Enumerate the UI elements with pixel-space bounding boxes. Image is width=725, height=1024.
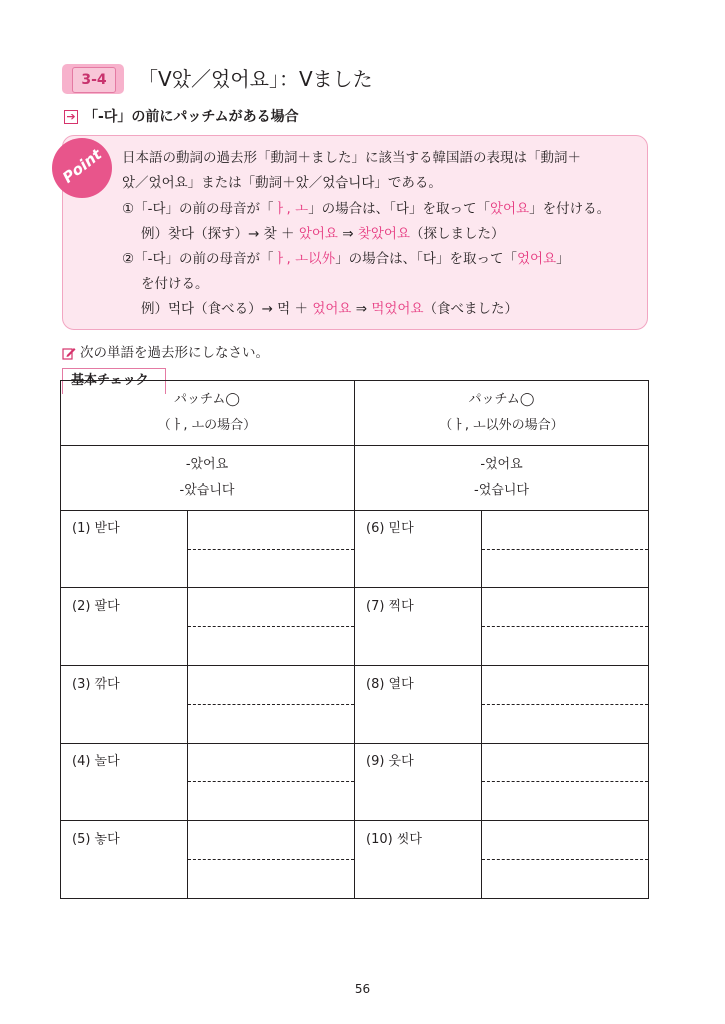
pencil-icon [62, 346, 76, 360]
answer-dash-7 [482, 626, 648, 627]
rule1-text-a: ①「-다」の前の母音が「 [122, 201, 274, 217]
col2-head1: パッチム◯ [468, 392, 535, 407]
question-9: (9) 웃다 [366, 754, 414, 769]
col2-ending1: -었어요 [480, 457, 523, 472]
question-6: (6) 믿다 [366, 521, 414, 536]
question-1: (1) 받다 [72, 521, 120, 536]
answer-dash-2 [188, 626, 354, 627]
ex2-text-b: ⇒ [351, 301, 372, 317]
rule2-ending: 었어요 [516, 251, 557, 267]
question-4: (4) 놀다 [72, 754, 120, 769]
rule1-text-b: 」の場合は、「다」を取って「 [308, 201, 490, 217]
section-badge: 3-4 [72, 67, 116, 93]
ex2-ending: 었어요 [312, 301, 352, 317]
page-title: 「V았／었어요」：Vました [138, 67, 373, 91]
question-5: (5) 놓다 [72, 832, 120, 847]
arrow-right-icon: ➔ [64, 110, 78, 124]
ex1-text-a: 例）찾다（探す）→ 찾 ＋ [141, 226, 299, 242]
exercise-instruction: 次の単語を過去形にしなさい。 [80, 345, 269, 361]
answer-dash-5 [188, 859, 354, 860]
answer-dash-8 [482, 704, 648, 705]
answer-dash-9 [482, 781, 648, 782]
col2-head2: （ㅏ, ㅗ以外の場合） [439, 418, 564, 433]
point-example-1 [141, 222, 505, 247]
point-example-2 [141, 297, 518, 322]
ex1-text-b: ⇒ [337, 226, 358, 242]
answer-field-4[interactable] [188, 744, 354, 820]
question-10: (10) 씻다 [366, 832, 422, 847]
ex1-result: 찾았어요 [357, 226, 411, 242]
col1-head2: （ㅏ, ㅗの場合） [157, 418, 257, 433]
point-line-2: 았／었어요」または「動詞＋았／었습니다」である。 [122, 175, 442, 191]
question-8: (8) 열다 [366, 677, 414, 692]
col2-ending2: -었습니다 [474, 483, 529, 498]
ex2-text-c: （食べました） [423, 301, 519, 317]
point-label: Point [59, 145, 106, 187]
question-2: (2) 팔다 [72, 599, 120, 614]
ex1-ending: 았어요 [298, 226, 338, 242]
rule2-text-b: 」の場合は、「다」を取って「 [335, 251, 517, 267]
answer-dash-1 [188, 549, 354, 550]
basic-check-tab: 基本チェック [62, 368, 166, 394]
rule1-ending: 았어요 [489, 201, 530, 217]
ex2-result: 먹었어요 [371, 301, 424, 317]
col1-ending2: -았습니다 [179, 483, 235, 498]
col1-ending1: -았어요 [185, 457, 229, 472]
col1-head1: パッチム◯ [174, 392, 240, 407]
question-3: (3) 깎다 [72, 677, 120, 692]
rule2-text-a: ②「-다」の前の母音が「 [122, 251, 274, 267]
ex2-text-a: 例）먹다（食べる）→ 먹 ＋ [141, 301, 313, 317]
point-rule-2-cont: を付ける。 [141, 276, 209, 292]
subheading: 「-다」の前にパッチムがある場合 [84, 109, 299, 125]
point-rule-1 [122, 197, 610, 222]
rule1-text-c: 」を付ける。 [529, 201, 611, 217]
ex1-text-c: （探しました） [410, 226, 505, 242]
answer-dash-3 [188, 704, 354, 705]
page-number: 56 [354, 982, 371, 996]
point-line-1: 日本語の動詞の過去形「動詞＋ました」に該当する韓国語の表現は「動詞＋ [122, 150, 581, 166]
table-hline-1 [60, 445, 649, 446]
rule2-vowels: ㅏ, ㅗ以外 [273, 251, 336, 267]
rule1-vowels: ㅏ, ㅗ [273, 201, 309, 217]
answer-dash-10 [482, 859, 648, 860]
answer-field-9[interactable] [482, 744, 648, 820]
point-rule-2 [122, 247, 570, 272]
rule2-text-c: 」 [556, 251, 570, 267]
answer-dash-6 [482, 549, 648, 550]
answer-dash-4 [188, 781, 354, 782]
question-7: (7) 찍다 [366, 599, 414, 614]
